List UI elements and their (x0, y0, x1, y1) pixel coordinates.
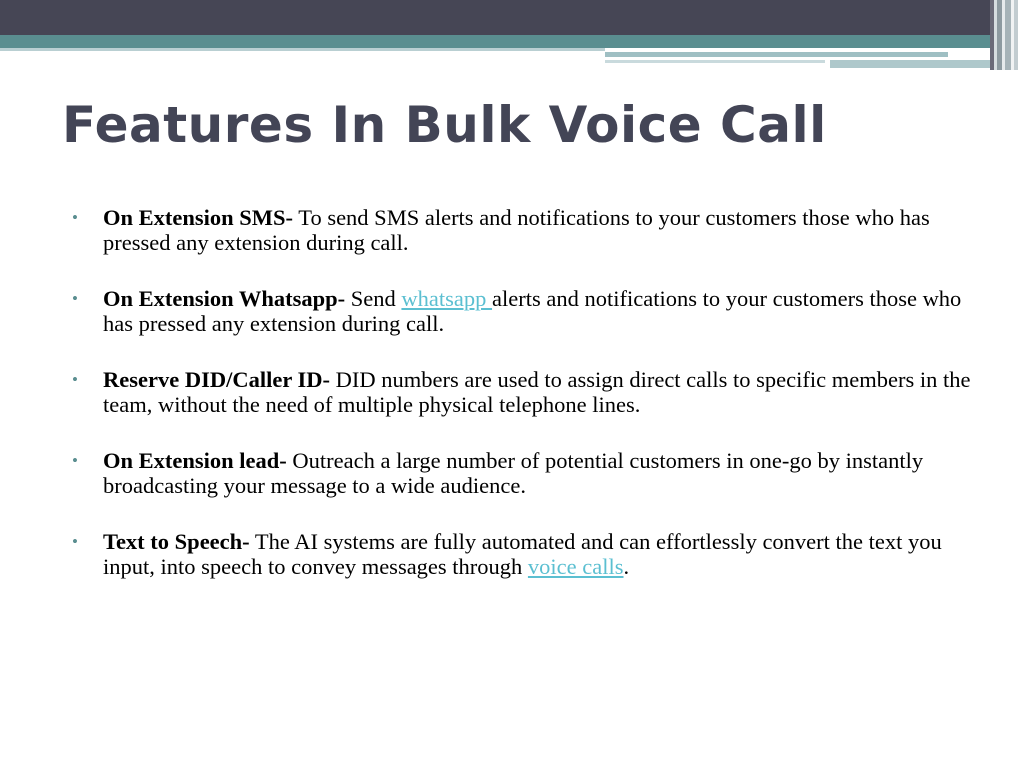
feature-description: alerts and notifications to your customers those who has pressed any extension during call. (103, 286, 962, 336)
page-title: Features In Bulk Voice Call (62, 96, 827, 154)
voice-calls-link[interactable]: voice calls (527, 554, 624, 579)
feature-term: On Extension SMS- (103, 205, 294, 230)
bullet-icon: • (72, 289, 78, 308)
whatsapp-link[interactable]: whatsapp (401, 286, 493, 311)
list-item (72, 367, 972, 417)
list-item (72, 286, 972, 336)
header-rule (605, 52, 948, 57)
feature-description: Outreach a large number of potential customers in one-go by instantly broadcasting your message to a wide audience. (103, 448, 924, 498)
feature-term: On Extension Whatsapp- (103, 286, 346, 311)
list-item (72, 205, 972, 255)
feature-term: On Extension lead- (103, 448, 287, 473)
feature-description: Send (345, 286, 402, 311)
header-rule (830, 60, 995, 68)
feature-description: To send SMS alerts and notifications to your customers those who has pressed any extension during call. (103, 205, 930, 255)
header-rule (605, 60, 825, 63)
header-light-band (0, 48, 605, 51)
list-item (72, 448, 972, 498)
header-teal-band (0, 35, 1000, 48)
header-vertical-stripes (990, 0, 1024, 70)
bullet-icon: • (72, 451, 78, 470)
list-item (72, 529, 972, 579)
bullet-icon: • (72, 532, 78, 551)
feature-description: DID numbers are used to assign direct calls to specific members in the team, without the need of multiple physical telephone lines. (103, 367, 971, 417)
feature-description: The AI systems are fully automated and can effortlessly convert the text you input, into speech to convey messages through (103, 529, 942, 579)
bullet-icon: • (72, 208, 78, 227)
feature-description: . (623, 554, 630, 579)
feature-term: Reserve DID/Caller ID- (103, 367, 331, 392)
feature-term: Text to Speech- (103, 529, 250, 554)
header-band (0, 0, 1024, 35)
bullet-icon: • (72, 370, 78, 389)
feature-list (72, 205, 972, 610)
